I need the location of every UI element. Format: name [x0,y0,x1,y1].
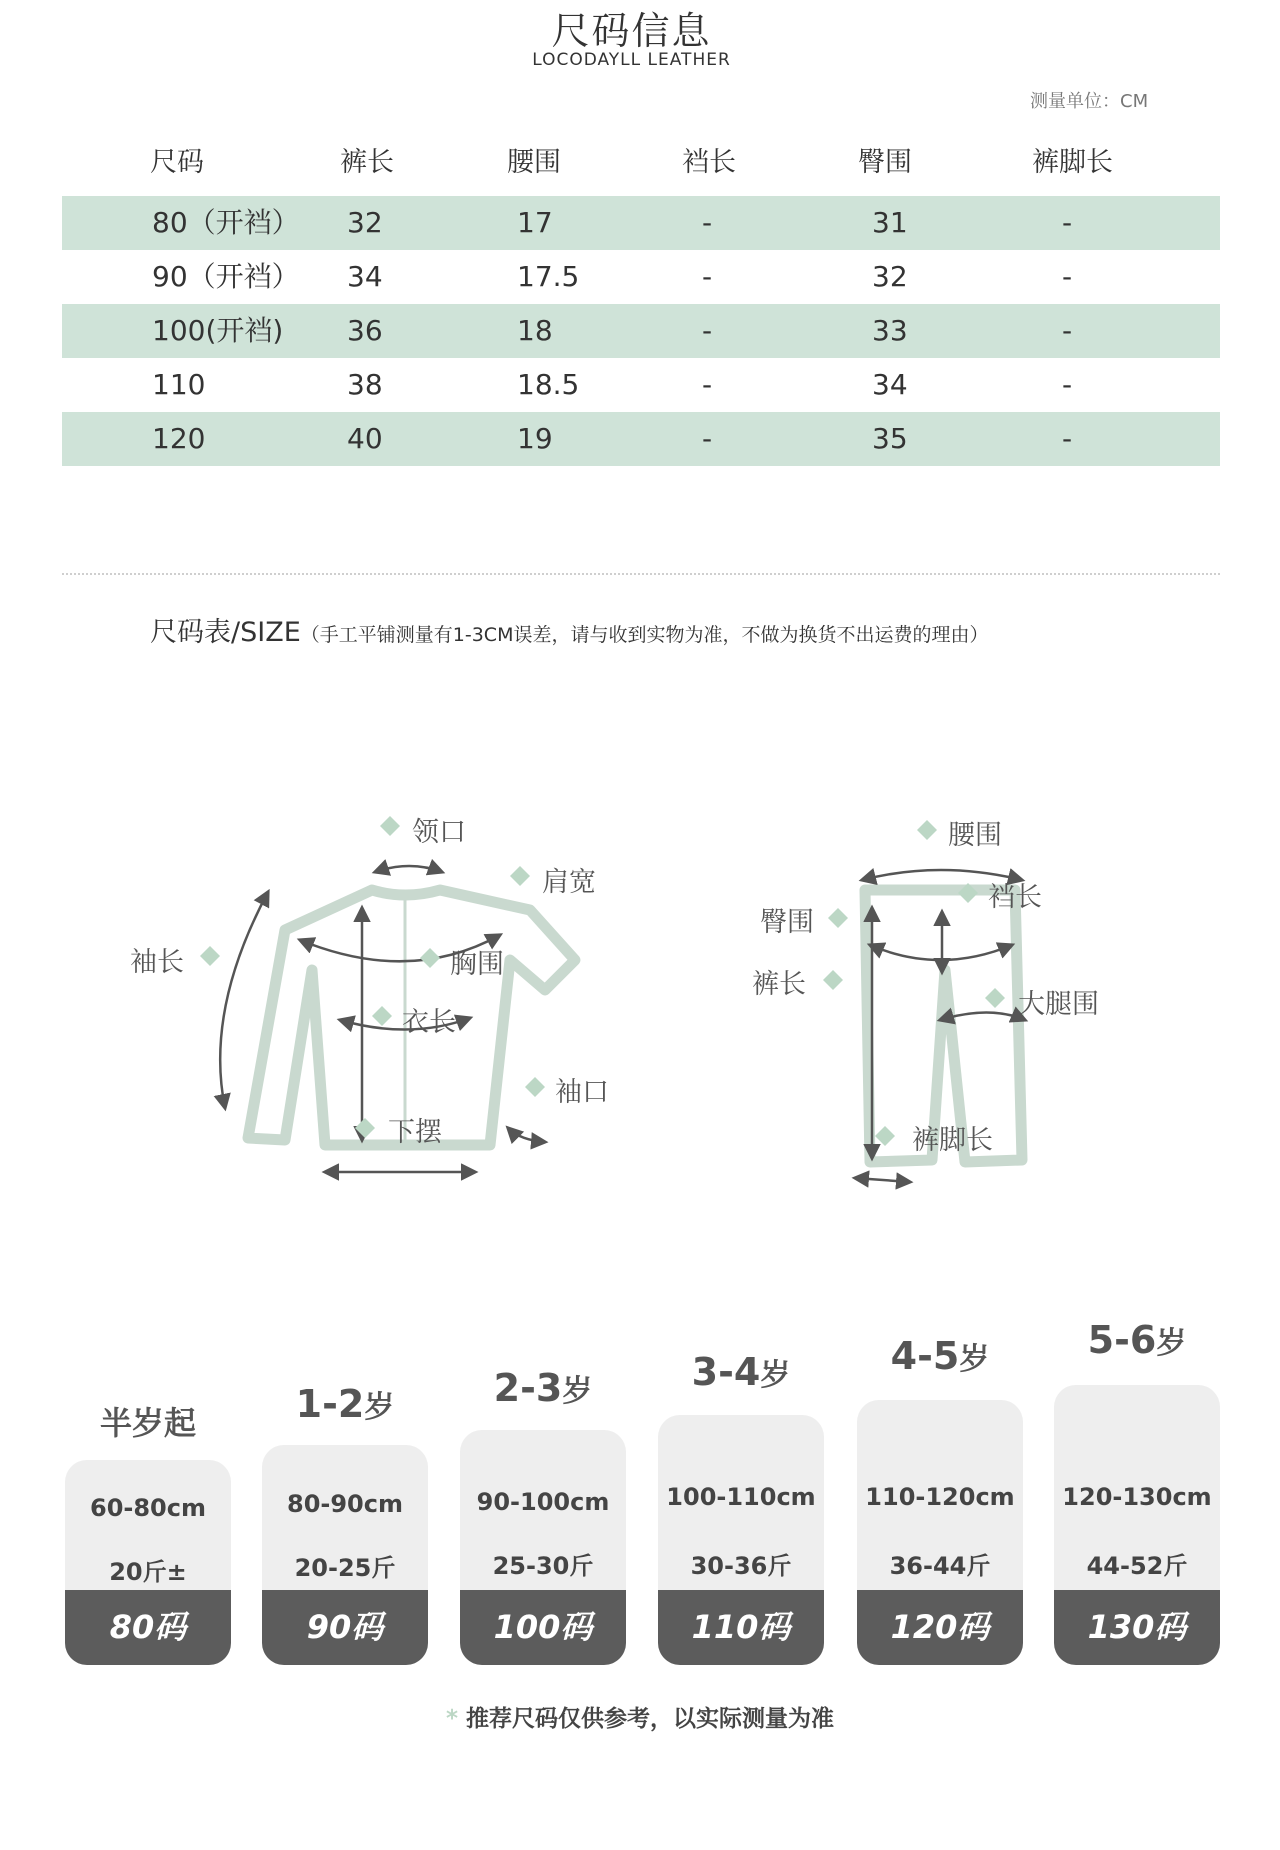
table-cell: - [1062,314,1073,347]
size-recommendation-cards [0,1310,1280,1680]
age-label [658,1350,824,1394]
age-suffix: 岁 [1156,1326,1187,1361]
size-card-body [1054,1385,1220,1665]
label-sleeve-length: 袖长 [130,947,184,978]
table-cell: - [702,260,713,293]
table-cell: - [702,314,713,347]
table-cell: 17.5 [517,260,580,293]
age-suffix: 岁 [364,1390,395,1425]
size-card-body [658,1415,824,1665]
age-label [857,1334,1023,1378]
height-range: 90-100cm [476,1488,610,1516]
table-cell: 17 [517,206,553,239]
label-hem: 下摆 [388,1117,442,1148]
table-cell: 40 [347,422,383,455]
table-row [62,358,1220,412]
table-row [62,250,1220,304]
section-divider [62,573,1220,575]
age-text: 5-6 [1087,1318,1157,1362]
label-thigh: 大腿围 [1018,989,1099,1020]
age-label [65,1398,231,1444]
size-code: 110码 [658,1590,824,1665]
footnote-text: 推荐尺码仅供参考，以实际测量为准 [466,1706,835,1732]
table-cell: - [1062,260,1073,293]
height-range: 110-120cm [865,1483,1015,1511]
age-label [460,1366,626,1410]
table-cell: 34 [872,368,908,401]
table-cell: 34 [347,260,383,293]
header-cell: 裆长 [682,147,736,178]
size-note [150,610,1200,649]
header-cell: 裤脚长 [1032,147,1113,178]
label-rise: 裆长 [988,882,1042,913]
age-text: 2-3 [493,1366,563,1410]
table-cell: 18.5 [517,368,580,401]
height-range: 60-80cm [90,1494,206,1522]
table-cell: 80（开裆） [152,206,300,239]
header-cell: 臀围 [858,147,912,178]
size-code: 90码 [262,1590,428,1665]
weight-range: 20斤± [109,1558,187,1586]
table-cell: - [702,206,713,239]
table-cell: - [1062,422,1073,455]
table-cell: - [1062,206,1073,239]
label-cuff: 袖口 [555,1077,609,1108]
size-code: 80码 [65,1590,231,1665]
age-label [1054,1318,1220,1362]
height-range: 100-110cm [666,1483,816,1511]
table-cell: 19 [517,422,553,455]
size-code: 100码 [460,1590,626,1665]
table-cell: 31 [872,206,908,239]
measurement-diagram [0,780,1280,1240]
age-label [262,1382,428,1426]
age-suffix: 岁 [959,1342,990,1377]
age-text: 半岁起 [99,1404,196,1442]
label-chest: 胸围 [450,949,504,980]
age-suffix: 岁 [760,1358,791,1393]
size-code: 120码 [857,1590,1023,1665]
age-suffix: 岁 [562,1374,593,1409]
unit-label: 测量单位：CM [1030,91,1149,112]
label-collar: 领口 [412,817,466,848]
weight-range: 20-25斤 [294,1554,396,1582]
table-cell: 120 [152,422,206,455]
star-icon: * [445,1706,458,1732]
label-shoulder: 肩宽 [542,867,596,898]
table-cell: 100(开裆) [152,314,284,347]
label-hip: 臀围 [760,907,814,938]
label-waist: 腰围 [948,820,1002,851]
label-body-length: 衣长 [402,1007,456,1038]
weight-range: 44-52斤 [1086,1552,1188,1580]
table-cell: 18 [517,314,553,347]
label-leg-opening: 裤脚长 [912,1125,993,1156]
weight-range: 25-30斤 [492,1552,594,1580]
table-cell: - [702,368,713,401]
table-cell: 36 [347,314,383,347]
table-cell: 32 [872,260,908,293]
age-text: 3-4 [691,1350,761,1394]
table-header-row [62,140,1220,196]
recommendation-footnote [0,1700,1280,1733]
table-cell: 90（开裆） [152,260,300,293]
table-cell: 38 [347,368,383,401]
table-cell: 35 [872,422,908,455]
table-cell: - [1062,368,1073,401]
table-cell: 110 [152,368,206,401]
header-cell: 腰围 [507,147,561,178]
size-code: 130码 [1054,1590,1220,1665]
table-row [62,304,1220,358]
table-cell: 33 [872,314,908,347]
table-cell: - [702,422,713,455]
header-cell: 裤长 [340,147,394,178]
table-row [62,412,1220,466]
weight-range: 36-44斤 [889,1552,991,1580]
size-note-detail: （手工平铺测量有1-3CM误差，请与收到实物为准，不做为换货不出运费的理由） [300,624,989,646]
header-cell: 尺码 [150,147,204,178]
brand-subtitle: LOCODAYLL LEATHER [532,50,731,70]
size-card-body [65,1460,231,1665]
age-text: 4-5 [890,1334,960,1378]
size-card-body [262,1445,428,1665]
label-pants-length: 裤长 [752,969,806,1000]
size-note-title: 尺码表/SIZE [150,617,301,648]
size-card-body [460,1430,626,1665]
size-table [62,140,1220,466]
height-range: 120-130cm [1062,1483,1212,1511]
table-row [62,196,1220,250]
age-text: 1-2 [295,1382,365,1426]
page-title: 尺码信息 [551,9,712,53]
weight-range: 30-36斤 [690,1552,792,1580]
height-range: 80-90cm [287,1490,403,1518]
size-card-body [857,1400,1023,1665]
table-cell: 32 [347,206,383,239]
